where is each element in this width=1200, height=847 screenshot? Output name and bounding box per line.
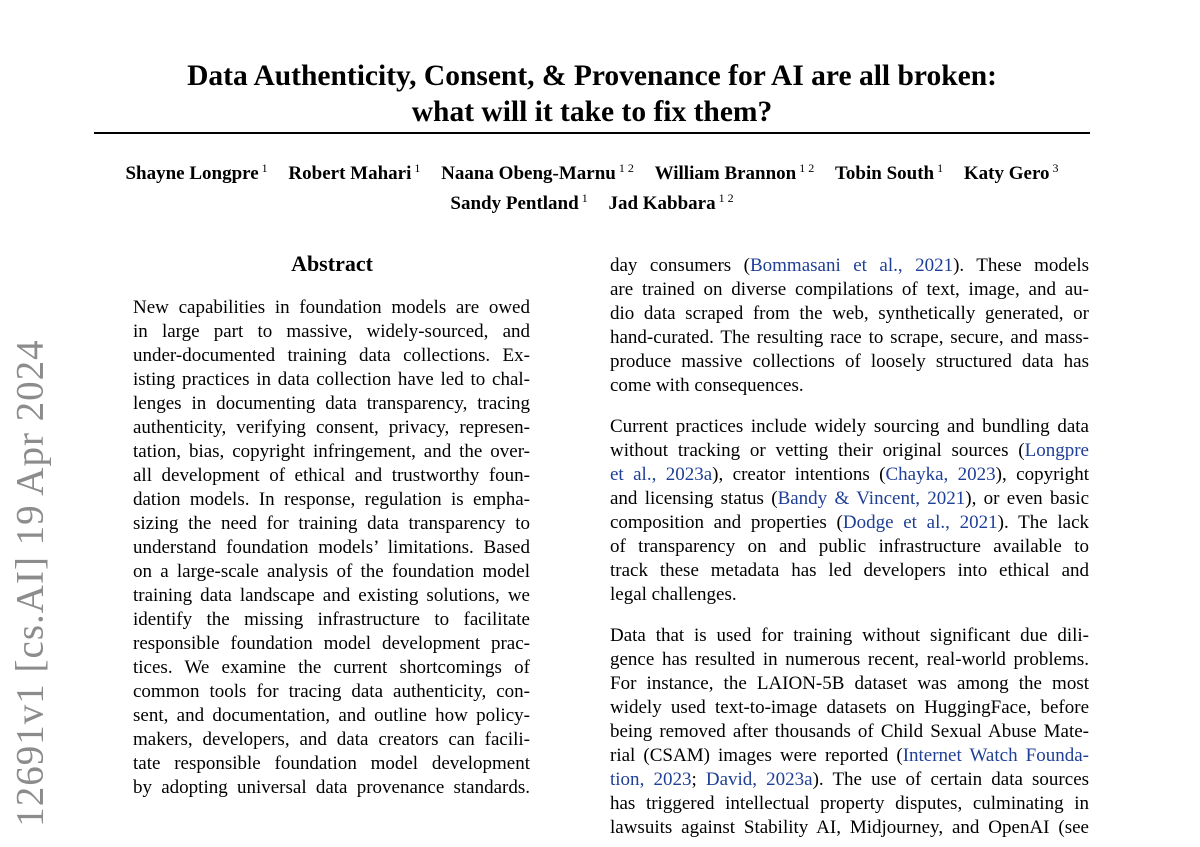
- body-line: produce massive collections of loosely structured data has: [610, 351, 1089, 372]
- body-line: tion, 2023; David, 2023a). The use of certain data sources: [610, 769, 1090, 790]
- citation-link[interactable]: et al., 2023a: [610, 464, 713, 485]
- body-line: dio data scraped from the web, synthetically generated, or: [610, 303, 1089, 324]
- abstract-line: training data landscape and existing solutions, we: [133, 585, 530, 606]
- abstract-line: tation, bias, copyright infringement, and the over-: [133, 441, 530, 462]
- author: Jad Kabbara $^{1 2}$: [608, 191, 734, 214]
- citation-link[interactable]: Dodge et al., 2021: [842, 512, 998, 533]
- author: Robert Mahari $^1$: [288, 161, 421, 184]
- author: Shayne Longpre $^1$: [125, 161, 268, 184]
- body-line: hand-curated. The resulting race to scrape, secure, and mass-: [610, 327, 1089, 348]
- body-line: day consumers (Bommasani et al., 2021). These models: [610, 255, 1089, 276]
- body-line: are trained on diverse compilations of text, image, and au-: [610, 279, 1089, 300]
- abstract-line: on a large-scale analysis of the foundation model: [133, 561, 530, 582]
- body-line: come with consequences.: [610, 375, 804, 396]
- arxiv-id-text: 12691v1 [cs.AI] 19 Apr 2024: [8, 339, 52, 827]
- body-line: and licensing status (Bandy & Vincent, 2021), or even basic: [610, 488, 1090, 509]
- abstract-line: all development of ethical and trustworthy foun-: [133, 465, 530, 486]
- abstract-line: makers, developers, and data creators can facili-: [133, 729, 530, 750]
- abstract-line: responsible foundation model development prac-: [133, 633, 530, 654]
- citation-link[interactable]: Longpre: [1024, 440, 1089, 461]
- body-line: Current practices include widely sourcing and bundling data: [610, 416, 1089, 437]
- abstract-line: dation models. In response, regulation is empha-: [133, 489, 530, 510]
- citation-link[interactable]: Chayka, 2023: [885, 464, 996, 485]
- body-line: has triggered intellectual property disputes, culminating in: [610, 793, 1089, 814]
- body-line: composition and properties (Dodge et al., 2021). The lack: [610, 512, 1089, 533]
- abstract-line: by adopting universal data provenance standards.: [133, 777, 530, 798]
- body-line: rial (CSAM) images were reported (Internet Watch Founda-: [610, 745, 1090, 766]
- title-line: what will it take to fix them?: [411, 96, 773, 128]
- title-rule: [94, 132, 1090, 134]
- abstract-line: under-documented training data collections. Ex-: [133, 345, 530, 366]
- abstract-line: sent, and documentation, and outline how policy-: [133, 705, 530, 726]
- body-line: gence has resulted in numerous recent, real-world problems.: [610, 649, 1089, 670]
- abstract-line: in large part to massive, widely-sourced, and: [133, 321, 530, 342]
- abstract-line: identify the missing infrastructure to facilitate: [133, 609, 530, 630]
- body-line: et al., 2023a), creator intentions (Chayka, 2023), copyright: [610, 464, 1089, 485]
- title-line: Data Authenticity, Consent, & Provenance for AI are all broken:: [187, 60, 997, 92]
- paper-title: [94, 58, 1090, 130]
- body-line: lawsuits against Stability AI, Midjourney, and OpenAI (see: [610, 817, 1089, 838]
- citation-link[interactable]: Bommasani et al., 2021: [749, 255, 954, 276]
- abstract-heading: Abstract: [291, 251, 373, 276]
- abstract-line: understand foundation models’ limitations. Based: [133, 537, 530, 558]
- body-line: widely used text-to-image datasets on HuggingFace, before: [610, 697, 1089, 718]
- author: Sandy Pentland $^1$: [450, 191, 588, 214]
- body-line: track these metadata has led developers into ethical and: [610, 560, 1089, 581]
- abstract-line: lenges in documenting data transparency, tracing: [133, 393, 530, 414]
- abstract-line: isting practices in data collection have led to chal-: [133, 369, 530, 390]
- arxiv-stamp: [0, 0, 60, 847]
- body-line: Data that is used for training without significant due dili-: [610, 625, 1089, 646]
- author-list: [94, 156, 1090, 216]
- author: Tobin South $^1$: [835, 161, 944, 184]
- citation-link[interactable]: tion, 2023: [610, 769, 692, 790]
- author: William Brannon $^{1 2}$: [654, 161, 815, 184]
- body-line: legal challenges.: [610, 584, 737, 605]
- citation-link[interactable]: Internet Watch Founda-: [902, 745, 1090, 766]
- body-line: For instance, the LAION-5B dataset was among the most: [610, 673, 1089, 694]
- abstract-line: sizing the need for training data transparency to: [133, 513, 530, 534]
- abstract-line: authenticity, verifying consent, privacy, represen-: [133, 417, 530, 438]
- citation-link[interactable]: David, 2023a: [705, 769, 813, 790]
- abstract-line: tices. We examine the current shortcomings of: [133, 657, 530, 678]
- body-line: being removed after thousands of Child Sexual Abuse Mate-: [610, 721, 1089, 742]
- author: Naana Obeng-Marnu $^{1 2}$: [441, 161, 634, 184]
- body-line: without tracking or vetting their original sources (Longpre: [610, 440, 1089, 461]
- abstract-line: common tools for tracing data authenticity, con-: [133, 681, 530, 702]
- body-line: of transparency on and public infrastructure available to: [610, 536, 1089, 557]
- abstract-line: tate responsible foundation model development: [133, 753, 530, 774]
- author: Katy Gero $^3$: [963, 161, 1059, 184]
- abstract-line: New capabilities in foundation models are owed: [133, 297, 530, 318]
- citation-link[interactable]: Bandy & Vincent, 2021: [777, 488, 966, 509]
